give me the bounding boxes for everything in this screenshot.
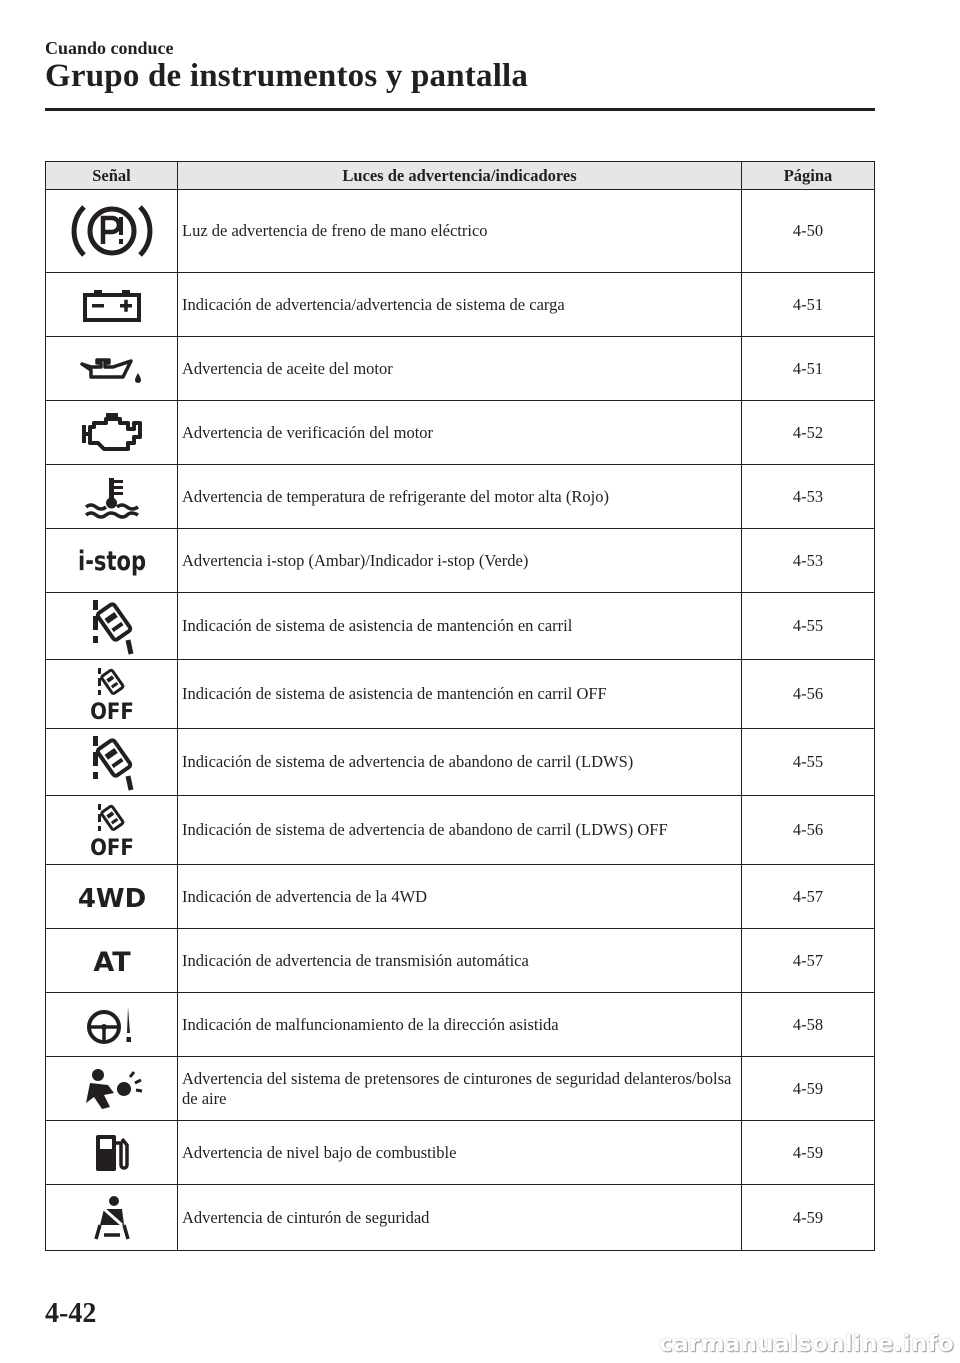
- oil-can-icon: [79, 353, 145, 385]
- table-row: [46, 465, 875, 529]
- table-row: [46, 660, 875, 729]
- row-description: Indicación de sistema de asistencia de mantención en carril: [178, 593, 742, 660]
- signal-cell: [46, 660, 178, 729]
- i-stop-label: i-stop: [77, 545, 146, 577]
- signal-cell: [46, 929, 178, 993]
- row-page-ref: 4-59: [742, 1185, 875, 1251]
- lane-keep-assist-icon: [82, 596, 142, 656]
- signal-cell: [46, 529, 178, 593]
- electric-parking-brake-icon: [70, 199, 154, 263]
- 4wd-icon: [72, 879, 152, 915]
- row-description: Indicación de sistema de asistencia de mantención en carril OFF: [178, 660, 742, 729]
- seat-belt-icon: [90, 1195, 134, 1241]
- table-row: [46, 273, 875, 337]
- row-page-ref: 4-57: [742, 929, 875, 993]
- row-description: Advertencia de nivel bajo de combustible: [178, 1121, 742, 1185]
- airbag-pretensioner-icon: [80, 1067, 144, 1111]
- coolant-temperature-icon: [80, 475, 144, 519]
- column-header-description: Luces de advertencia/indicadores: [178, 162, 742, 190]
- row-page-ref: 4-58: [742, 993, 875, 1057]
- row-description: Indicación de advertencia de la 4WD: [178, 865, 742, 929]
- row-description: Indicación de advertencia de transmisión automática: [178, 929, 742, 993]
- signal-cell: [46, 1121, 178, 1185]
- battery-charging-icon: [80, 287, 144, 323]
- lane-departure-warning-off-icon: [88, 802, 136, 858]
- lane-departure-warning-icon: [82, 732, 142, 792]
- signal-cell: [46, 593, 178, 660]
- watermark: carmanualsonline.info: [659, 1331, 954, 1357]
- row-page-ref: 4-57: [742, 865, 875, 929]
- table-row: [46, 796, 875, 865]
- row-page-ref: 4-53: [742, 529, 875, 593]
- row-description: Advertencia i-stop (Ambar)/Indicador i-stop (Verde): [178, 529, 742, 593]
- page-title: Grupo de instrumentos y pantalla: [45, 58, 529, 94]
- row-description: Indicación de sistema de advertencia de abandono de carril (LDWS) OFF: [178, 796, 742, 865]
- row-description: Advertencia de temperatura de refrigerante del motor alta (Rojo): [178, 465, 742, 529]
- row-description: Indicación de malfuncionamiento de la dirección asistida: [178, 993, 742, 1057]
- row-description: Luz de advertencia de freno de mano eléctrico: [178, 190, 742, 273]
- table-row: [46, 729, 875, 796]
- table-row: [46, 401, 875, 465]
- table-header-row: [46, 162, 875, 190]
- table-row: [46, 929, 875, 993]
- row-page-ref: 4-51: [742, 337, 875, 401]
- at-transmission-icon: [87, 943, 137, 979]
- table-row: [46, 337, 875, 401]
- table-row: [46, 993, 875, 1057]
- signal-cell: [46, 401, 178, 465]
- row-page-ref: 4-50: [742, 190, 875, 273]
- table-row: [46, 1121, 875, 1185]
- table-row: [46, 190, 875, 273]
- power-steering-icon: [84, 1003, 140, 1047]
- off-label: OFF: [89, 836, 134, 858]
- row-description: Indicación de advertencia/advertencia de sistema de carga: [178, 273, 742, 337]
- row-page-ref: 4-52: [742, 401, 875, 465]
- signal-cell: [46, 190, 178, 273]
- row-page-ref: 4-51: [742, 273, 875, 337]
- off-label: OFF: [89, 700, 134, 722]
- row-page-ref: 4-53: [742, 465, 875, 529]
- row-description: Advertencia de aceite del motor: [178, 337, 742, 401]
- column-header-signal: Señal: [46, 162, 178, 190]
- table-row: [46, 529, 875, 593]
- row-page-ref: 4-55: [742, 729, 875, 796]
- row-page-ref: 4-56: [742, 660, 875, 729]
- row-description: Advertencia de cinturón de seguridad: [178, 1185, 742, 1251]
- signal-cell: [46, 337, 178, 401]
- page-number: 4-42: [45, 1298, 97, 1329]
- fuel-level-icon: [92, 1131, 132, 1175]
- warning-lights-table: [45, 161, 875, 1251]
- i-stop-icon: [74, 541, 150, 581]
- lane-keep-assist-off-icon: [88, 666, 136, 722]
- signal-cell: [46, 273, 178, 337]
- signal-cell: [46, 465, 178, 529]
- signal-cell: [46, 1057, 178, 1121]
- check-engine-icon: [80, 413, 144, 453]
- signal-cell: [46, 796, 178, 865]
- table-row: [46, 1057, 875, 1121]
- 4wd-label: 4WD: [77, 883, 146, 914]
- row-description: Advertencia del sistema de pretensores de cinturones de seguridad delanteros/bolsa de aire: [178, 1057, 742, 1121]
- at-label: AT: [92, 946, 131, 978]
- section-label: Cuando conduce: [45, 38, 174, 58]
- signal-cell: [46, 993, 178, 1057]
- row-description: Indicación de sistema de advertencia de abandono de carril (LDWS): [178, 729, 742, 796]
- row-page-ref: 4-55: [742, 593, 875, 660]
- signal-cell: [46, 729, 178, 796]
- row-page-ref: 4-56: [742, 796, 875, 865]
- row-page-ref: 4-59: [742, 1057, 875, 1121]
- signal-cell: [46, 1185, 178, 1251]
- column-header-page: Página: [742, 162, 875, 190]
- row-page-ref: 4-59: [742, 1121, 875, 1185]
- row-description: Advertencia de verificación del motor: [178, 401, 742, 465]
- signal-cell: [46, 865, 178, 929]
- table-row: [46, 593, 875, 660]
- title-divider: [45, 108, 875, 111]
- table-row: [46, 865, 875, 929]
- table-row: [46, 1185, 875, 1251]
